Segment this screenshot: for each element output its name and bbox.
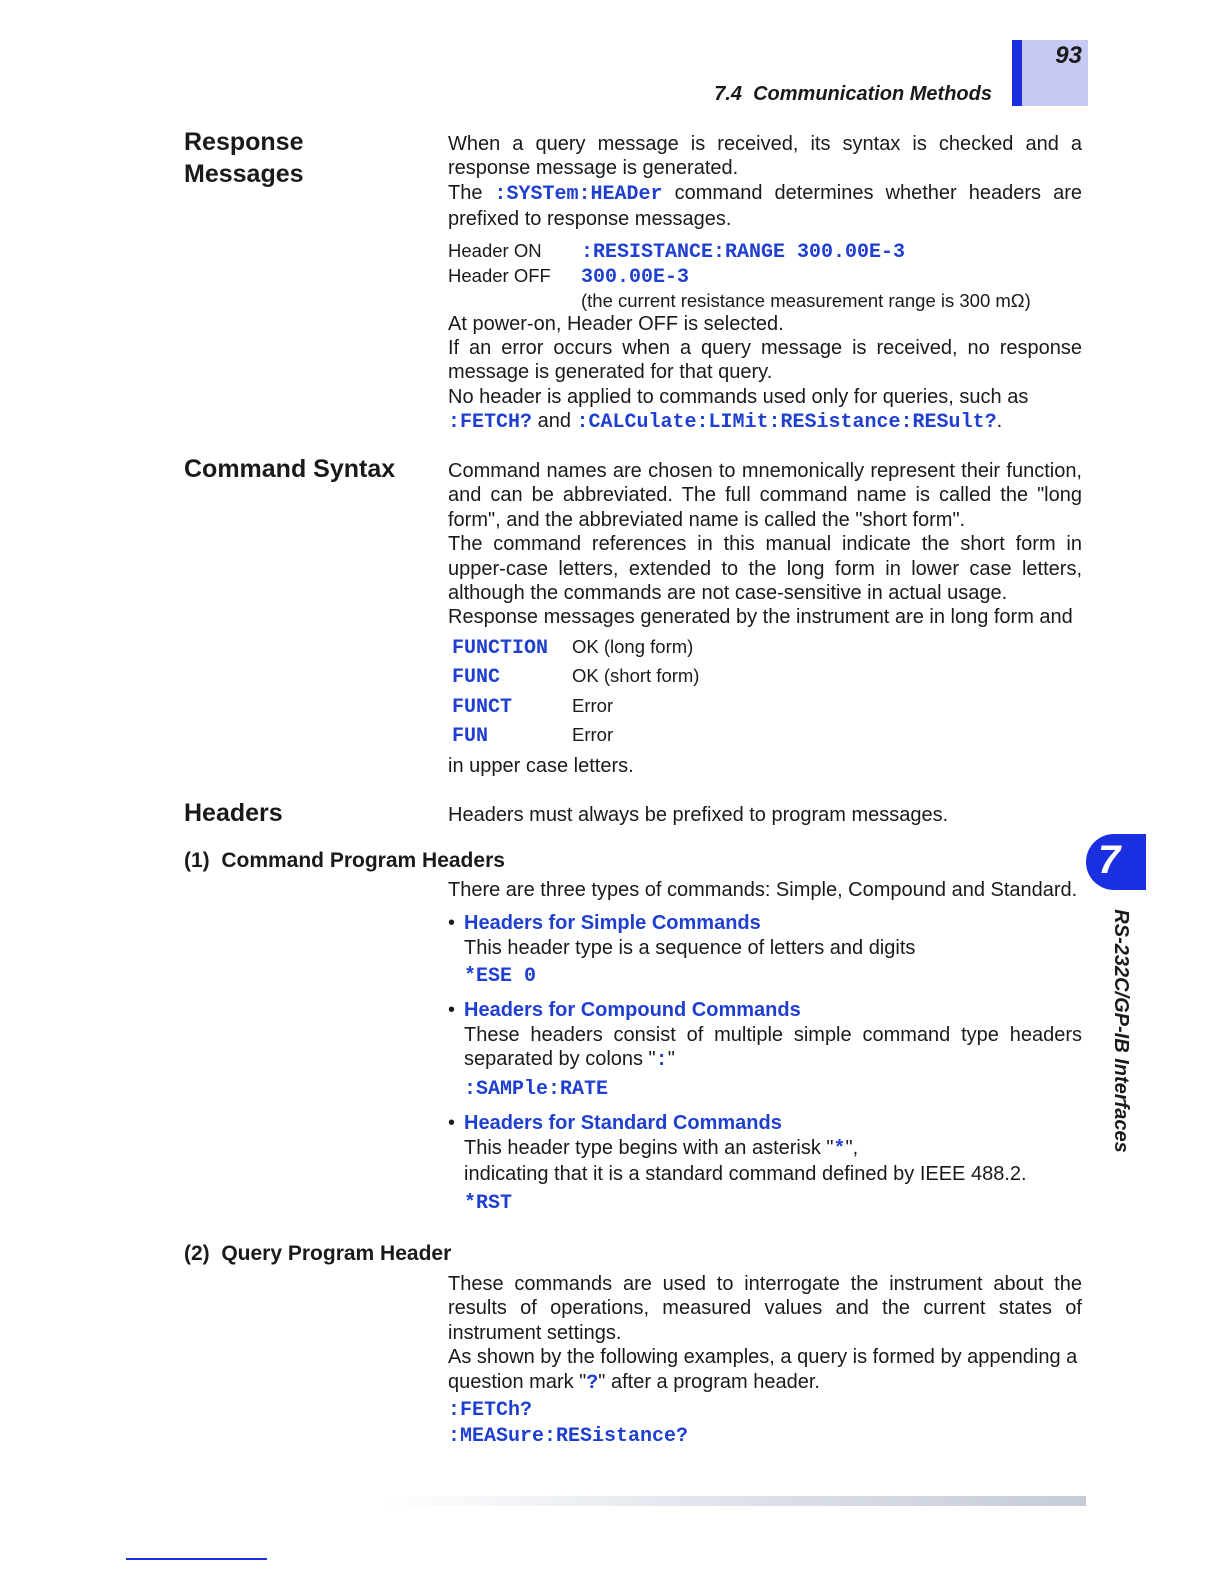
response-p4: If an error occurs when a query message is received, no response message is generated for that query. [448, 337, 1082, 384]
syntax-p4: in upper case letters. [448, 754, 634, 777]
page-number-box [1012, 40, 1088, 106]
query-p1: These commands are used to interrogate the instrument about the results of operations, measured values and the current states of instrument settings. [448, 1273, 1082, 1344]
header-examples [448, 239, 1082, 312]
header-off-row: Header OFF 300.00E-3 [448, 264, 690, 289]
command-syntax-body [448, 459, 1082, 778]
response-p1: When a query message is received, its syntax is checked and a response message is generated. [448, 133, 1082, 180]
chapter-tab-number: 7 [1098, 838, 1121, 882]
compound-commands-desc: These headers consist of multiple simple command type headers separated by colons ":" [464, 1023, 1082, 1073]
headers-heading: Headers [184, 799, 283, 827]
command-program-headers-body [448, 878, 1082, 1219]
response-p2: The :SYSTem:HEADer command determines whether headers are prefixed to response messages. [448, 181, 1082, 231]
bullet-icon: • [448, 999, 456, 1022]
side-label: RS-232C/GP-IB Interfaces [1110, 909, 1132, 1153]
standard-commands-title: Headers for Standard Commands [464, 1112, 782, 1135]
page-number-bar [1012, 40, 1022, 106]
query-example-measure: :MEASure:RESistance? [448, 1425, 689, 1449]
command-syntax-heading: Command Syntax [184, 455, 396, 483]
query-p2: As shown by the following examples, a query is formed by appending a question mark "?" after a program header. [448, 1346, 1078, 1395]
command-program-headers-heading: (1) Command Program Headers [184, 849, 505, 872]
syntax-p2: The command references in this manual indicate the short form in upper-case letters, extended to the long form in lower case letters, although the commands are not case-sensitive in actual usage. [448, 533, 1082, 605]
simple-commands-title: Headers for Simple Commands [464, 912, 761, 935]
simple-commands-desc: This header type is a sequence of letters and digits [464, 936, 916, 959]
headers-intro: Headers must always be prefixed to program messages. [448, 804, 949, 826]
compound-commands-item [448, 998, 1082, 1105]
range-note: (the current resistance measurement range is 300 mΩ) [581, 289, 1031, 311]
syntax-example-row: FUNCT Error [452, 694, 614, 719]
syntax-example-row: FUN Error [452, 724, 614, 749]
response-messages-body [448, 132, 1082, 436]
compound-commands-code: :SAMPle:RATE [464, 1078, 609, 1102]
simple-commands-code: *ESE 0 [464, 965, 537, 989]
response-p5: No header is applied to commands used only for queries, such as [448, 385, 1029, 408]
response-p3: At power-on, Header OFF is selected. [448, 312, 784, 335]
syntax-example-row: FUNCTION OK (long form) [452, 635, 694, 660]
response-messages-heading: Response Messages [184, 128, 304, 188]
page-number: 93 [1055, 42, 1082, 69]
footer-rule [126, 1558, 267, 1560]
standard-commands-item [448, 1111, 1082, 1218]
chapter-tab [1086, 834, 1146, 890]
syntax-p1: Command names are chosen to mnemonically represent their function, and can be abbreviated. The full command name is called the "long form", and the abbreviated name is called the "short form". [448, 460, 1082, 531]
syntax-examples [448, 632, 1082, 750]
header-on-row: Header ON :RESISTANCE:RANGE 300.00E-3 [448, 239, 906, 264]
query-program-header-heading: (2) Query Program Header [184, 1242, 452, 1265]
section-title: 7.4 Communication Methods [714, 83, 992, 105]
syntax-example-row: FUNC OK (short form) [452, 665, 700, 690]
query-example-fetch: :FETCh? [448, 1399, 533, 1423]
syntax-p3: Response messages generated by the instrument are in long form and [448, 606, 1073, 629]
footer-gradient-bar [380, 1496, 1086, 1506]
command-types-p: There are three types of commands: Simple, Compound and Standard. [448, 879, 1078, 901]
standard-commands-desc2: indicating that it is a standard command defined by IEEE 488.2. [464, 1163, 1027, 1186]
standard-commands-code: *RST [464, 1191, 513, 1215]
query-program-header-body [448, 1272, 1082, 1450]
compound-commands-title: Headers for Compound Commands [464, 999, 801, 1022]
simple-commands-item [448, 911, 1082, 992]
calc-limit-code: :CALCulate:LIMit:RESistance:RESult? [576, 411, 997, 435]
response-p5-codes: :FETCH? and :CALCulate:LIMit:RESistance:RESult?. [448, 410, 1003, 435]
bullet-icon: • [448, 912, 456, 935]
standard-commands-desc1: This header type begins with an asterisk "*", [464, 1136, 859, 1161]
fetch-code: :FETCH? [448, 411, 533, 435]
system-header-code: :SYSTem:HEADer [494, 182, 663, 206]
bullet-icon: • [448, 1112, 456, 1135]
